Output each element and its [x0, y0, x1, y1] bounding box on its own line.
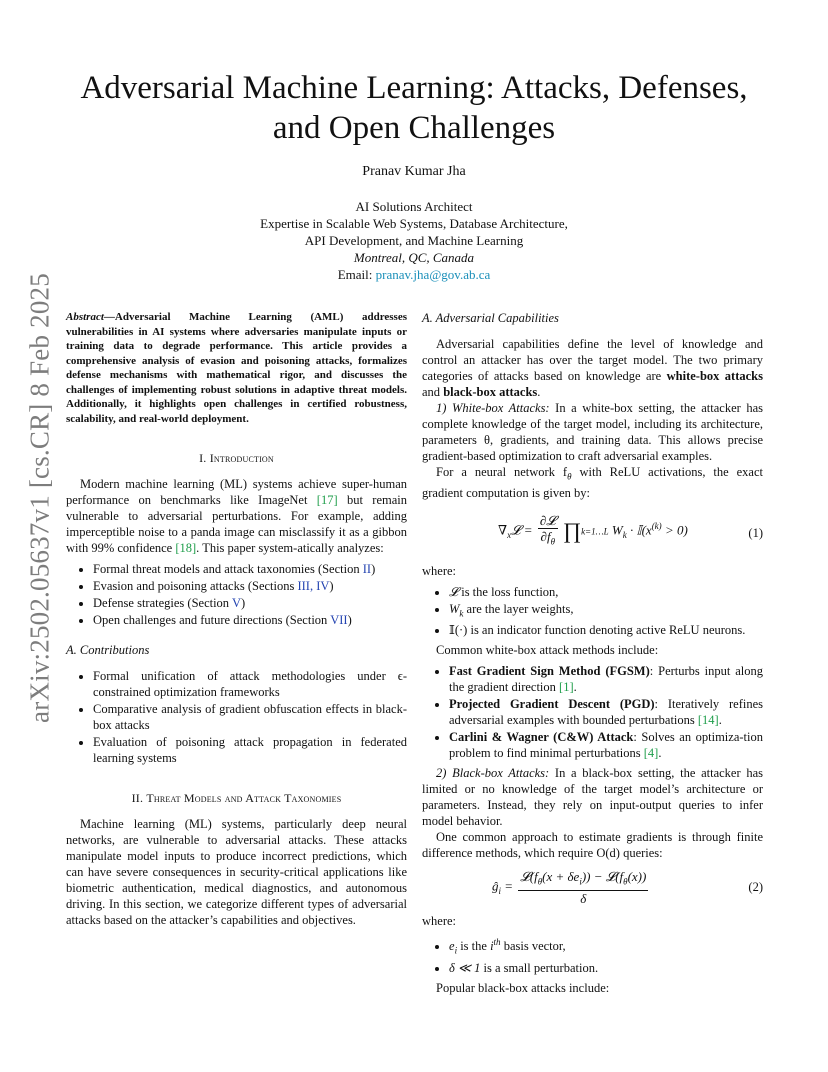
list-item: • Fast Gradient Sign Method (FGSM): Perturbs input along the gradient direction [1].	[449, 663, 763, 695]
paper-title	[60, 68, 768, 148]
where-label-2: where:	[422, 914, 457, 928]
list-item: • 𝕀(·) is an indicator function denoting active ReLU neurons.	[449, 622, 763, 638]
list-item: • Defense strategies (Section V)	[93, 595, 407, 611]
list-item: • Open challenges and future directions (Section VII)	[93, 612, 407, 628]
section-heading-introduction: I. Introduction	[199, 451, 274, 465]
threat-paragraph: Machine learning (ML) systems, particularly deep neural networks, are vulnerable to adversarial attacks. These attacks manipulate model inputs to produce incorrect predictions, which can have severe consequences in security-critical applications like biometric authentication, medical diagnostics, and autonomous driving. In this section, we categorize different types of adversarial attacks based on the attacker’s capabilities and objectives.	[66, 817, 407, 927]
equation-2-number: (2)	[748, 880, 763, 894]
common-white-box-label: Common white-box attack methods include:	[436, 643, 659, 657]
where-list-1	[422, 584, 763, 639]
left-column	[66, 310, 407, 928]
abstract	[66, 310, 407, 426]
list-item: • Evaluation of poisoning attack propagation in federated learning systems	[93, 734, 407, 766]
section-ref-link[interactable]: III, IV	[297, 579, 330, 593]
list-item: • Evasion and poisoning attacks (Sections III, IV)	[93, 578, 407, 594]
white-box-paragraph: 1) White-box Attacks: In a white-box setting, the attacker has complete knowledge of the target model, including its architecture, parameters θ, gradients, and training data. This allows precise gradient-based optimization to craft adversarial examples.	[422, 401, 763, 463]
section-ref-link[interactable]: VII	[330, 613, 348, 627]
affiliation-block	[0, 198, 828, 283]
equation-1-body: $\nabla_x𝓛$ = $\frac{\text{∂𝓛}}{\partial f_\theta}$ ∏k=1…L $W_k$ · $𝕀(x^{(k)} > 0)$	[498, 512, 688, 547]
intro-paragraph: Modern machine learning (ML) systems achieve super-human performance on benchmarks like ImageNet [17] but remain vulnerable to adversarial perturbations. For example, adding imperceptible noise to a panda image can misclassify it as a gibbon with 99% confidence [18]. This paper system-atically analyzes:	[66, 477, 407, 555]
abstract-text: —Adversarial Machine Learning (AML) addresses vulnerabilities in AI systems where adversaries manipulate inputs or training data to degrade performance. This article provides a comprehensive analysis of evasion and poisoning attacks, formalizes defense mechanisms with mathematical rigor, and discusses the challenges of implementing robust solutions in adaptive threat models. Additionally, it highlights open challenges in certified robustness, scalability, and real-world deployment.	[66, 311, 407, 425]
email-label: Email:	[337, 267, 376, 282]
where-list-2	[422, 934, 763, 976]
relu-paragraph: For a neural network $f_\theta$ with ReLU activations, the exact gradient computation is given by:	[422, 465, 763, 500]
abstract-lead: Abstract	[66, 311, 104, 323]
citation-4[interactable]: [4]	[643, 746, 659, 760]
author-location: Montreal, QC, Canada	[353, 250, 475, 265]
list-item: • $W_k$ are the layer weights,	[449, 601, 763, 622]
list-item: • 𝓛 is the loss function,	[449, 584, 763, 600]
author-expertise-1: Expertise in Scalable Web Systems, Database Architecture,	[260, 216, 568, 231]
subsection-heading-capabilities: A. Adversarial Capabilities	[422, 311, 559, 325]
section-heading-threat-models: II. Threat Models and Attack Taxonomies	[131, 791, 342, 805]
popular-black-box-label: Popular black-box attacks include:	[436, 980, 610, 995]
list-item: • Formal unification of attack methodologies under ϵ-constrained optimization frameworks	[93, 668, 407, 700]
list-item: • Projected Gradient Descent (PGD): Iteratively refines adversarial examples with bounded perturbations [14].	[449, 696, 763, 728]
finite-difference-paragraph: One common approach to estimate gradients is through finite difference methods, which require O(d) queries:	[422, 830, 763, 860]
citation-14[interactable]: [14]	[697, 713, 719, 727]
citation-17[interactable]: [17]	[316, 493, 338, 507]
email-link[interactable]: pranav.jha@gov.ab.ca	[375, 267, 491, 282]
list-item: • Formal threat models and attack taxonomies (Section II)	[93, 561, 407, 577]
list-item: • δ ≪ 1 is a small perturbation.	[449, 960, 763, 976]
section-ref-link[interactable]: II	[362, 562, 372, 576]
citation-1[interactable]: [1]	[559, 680, 574, 694]
list-item: • Carlini & Wagner (C&W) Attack: Solves an optimiza-tion problem to find minimal perturbations [4].	[449, 729, 763, 761]
citation-18[interactable]: [18]	[175, 541, 197, 555]
right-column	[422, 310, 763, 996]
capabilities-paragraph: Adversarial capabilities define the level of knowledge and control an attacker has over the target model. The two primary categories of attacks based on knowledge are white-box attacks and black-box attacks.	[422, 337, 763, 399]
subsection-heading-contributions: A. Contributions	[66, 643, 150, 657]
arxiv-stamp	[20, 268, 60, 728]
equation-2-body: $ĝ_i$ = $\frac{𝓛(f_\theta(x + \delta e_i)) - 𝓛(f_\theta(x))}{\delta}$	[492, 869, 647, 906]
section-ref-link[interactable]: V	[231, 596, 241, 610]
contributions-list	[66, 668, 407, 766]
intro-bullet-list	[66, 561, 407, 628]
arxiv-identifier: arXiv:2502.05637v1 [cs.CR] 8 Feb 2025	[24, 273, 55, 723]
white-box-methods-list	[422, 663, 763, 761]
list-item: • $e_i$ is the $i^{th}$ basis vector,	[449, 934, 763, 959]
title-line-2: and Open Challenges	[272, 110, 556, 146]
author-expertise-2: API Development, and Machine Learning	[304, 233, 524, 248]
author-role: AI Solutions Architect	[355, 199, 473, 214]
email-line	[0, 266, 828, 283]
equation-2	[422, 869, 763, 906]
where-label-1: where:	[422, 563, 457, 578]
author-name: Pranav Kumar Jha	[362, 164, 466, 179]
equation-1	[422, 509, 763, 553]
title-line-1: Adversarial Machine Learning: Attacks, Defenses,	[80, 70, 748, 106]
list-item: • Comparative analysis of gradient obfuscation effects in black-box attacks	[93, 701, 407, 733]
black-box-paragraph: 2) Black-box Attacks: In a black-box setting, the attacker has limited or no knowledge of the target model’s architecture or parameters. Instead, they rely on input-output queries to infer model behavior.	[422, 766, 763, 828]
equation-1-number: (1)	[748, 525, 763, 540]
